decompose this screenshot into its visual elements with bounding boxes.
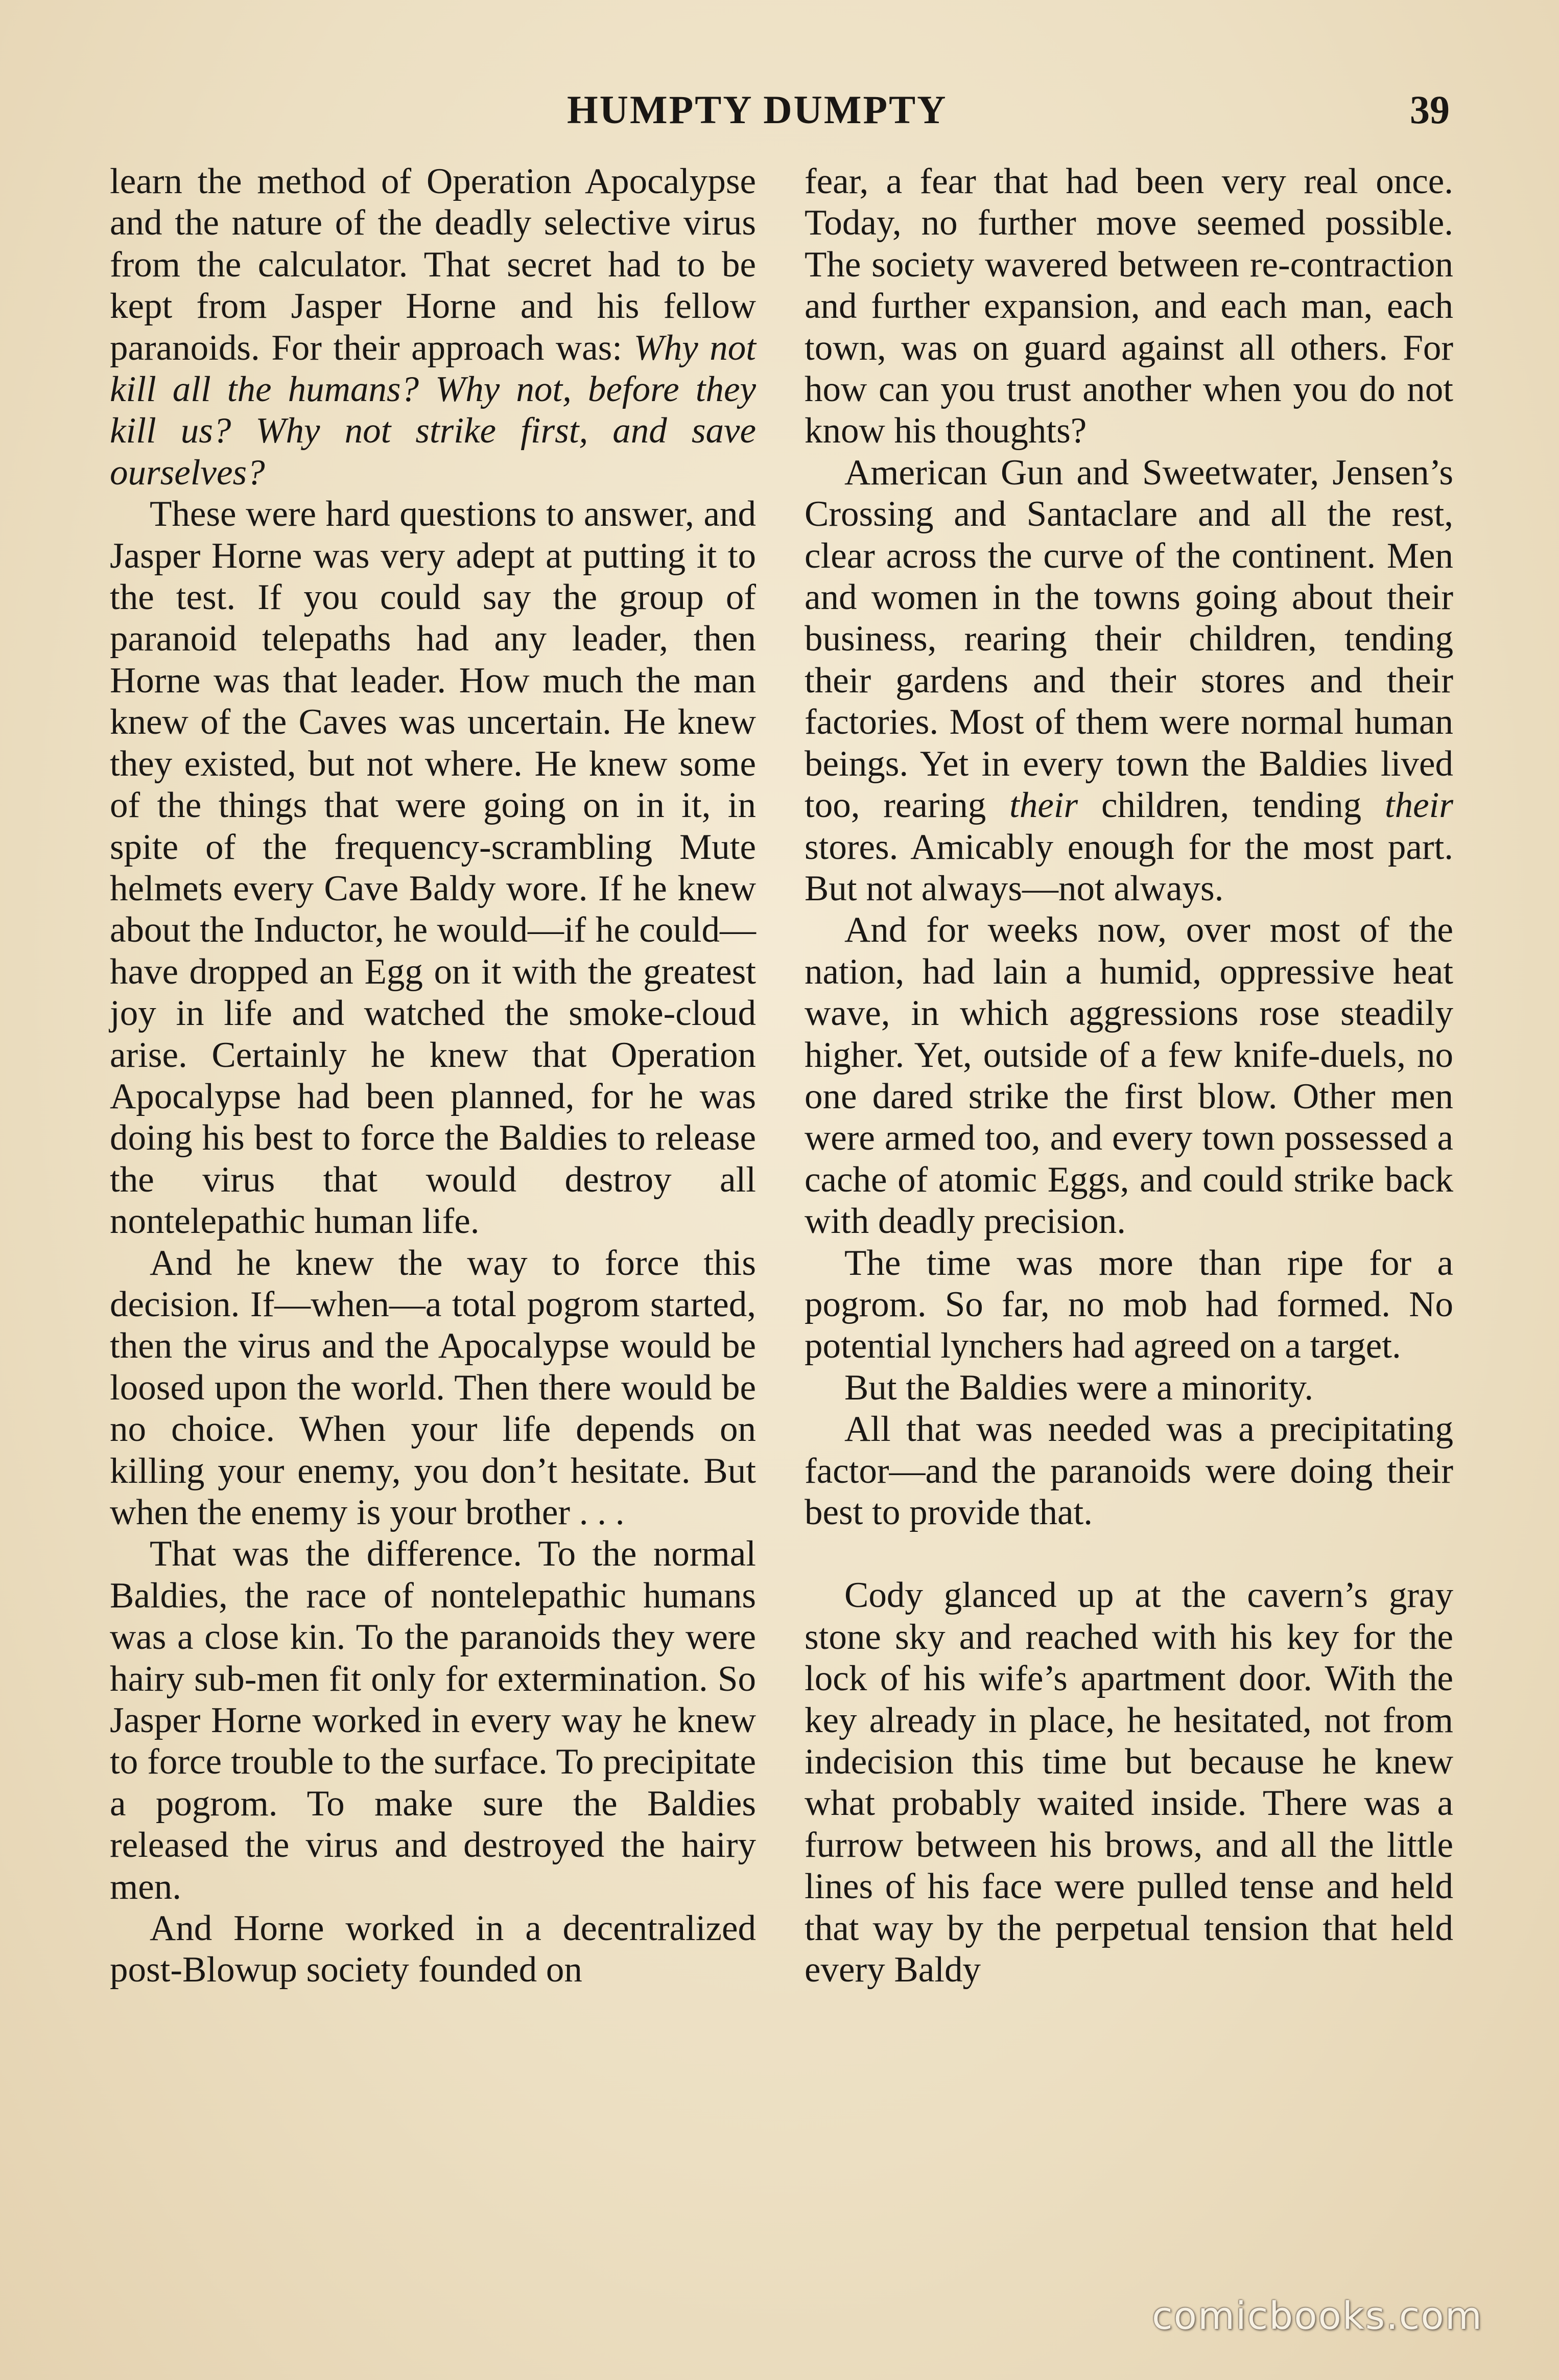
paragraph: The time was more than ripe for a pogrom. So far, no mob had formed. No potential lynchers had agreed on a target. <box>805 1243 1453 1366</box>
paragraph: These were hard questions to answer, and Jasper Horne was very adept at putting it to the test. If you could say the group of paranoid telepaths had any leader, then Horne was that leader. How much the man knew of the Caves was uncertain. He knew they existed, but not where. He knew some of the things that were going on in it, in spite of the frequency-scrambling Mute helmets every Cave Baldy wore. If he knew about the Inductor, he would—if he could—have dropped an Egg on it with the greatest joy in life and watched the smoke-cloud arise. Certainly he knew that Operation Apocalypse had been planned, for he was doing his best to force the Baldies to release the virus that would destroy all nontelepathic human life. <box>110 494 756 1242</box>
paragraph: fear, a fear that had been very real once. Today, no further move seemed possible. The society wavered between re-contraction and further expansion, and each man, each town, was on guard against all others. For how can you trust another when you do not know his thoughts? <box>805 161 1453 451</box>
paragraph: All that was needed was a precipitating factor—and the paranoids were doing their best to provide that. <box>805 1409 1453 1532</box>
italic-text: their <box>1009 785 1078 826</box>
paragraph-text: American Gun and Sweetwater, Jensen’s Crossing and Santaclare and all the rest, clear across the curve of the continent. Men and women in the towns going about their business, rearing their children, tending their gardens and their stores and their factories. Most of them were normal human beings. Yet in every town the Baldies lived too, rearing <box>805 452 1453 826</box>
paragraph: And Horne worked in a decentralized post-Blowup society founded on <box>110 1908 756 1990</box>
watermark: comicbooks.com <box>1152 2294 1483 2338</box>
running-head <box>0 87 1559 143</box>
page-number: 39 <box>1410 87 1450 132</box>
paragraph: But the Baldies were a minority. <box>844 1367 1314 1408</box>
paragraph-text: stores. Amicably enough for the most part. But not always—not always. <box>805 827 1453 908</box>
paragraph: And for weeks now, over most of the nation, had lain a humid, oppressive heat wave, in which aggressions rose steadily higher. Yet, outside of a few knife-duels, no one dared strike the first blow. Other men were armed too, and every town possessed a cache of atomic Eggs, and could strike back with deadly precision. <box>805 910 1453 1242</box>
left-column <box>110 161 756 1991</box>
paragraph <box>110 161 756 494</box>
paragraph-text: children, tending <box>1078 785 1385 826</box>
italic-text: Why not kill all the humans? Why not, before they kill us? Why not strike first, and save ourselves? <box>110 328 757 493</box>
paragraph <box>805 452 1453 909</box>
paragraph: Cody glanced up at the cavern’s gray stone sky and reached with his key for the lock of his wife’s apartment door. With the key already in place, he hesitated, not from indecision this time but because he knew what probably waited inside. There was a furrow between his brows, and all the little lines of his face were pulled tense and held that way by the perpetual tension that held every Baldy <box>805 1575 1453 1990</box>
paragraph-text: learn the method of Operation Apocalypse and the nature of the deadly selective virus from the calculator. That secret had to be kept from Jasper Horne and his fellow paranoids. For their approach was: <box>110 161 756 368</box>
paragraph: And he knew the way to force this decision. If—when—a total pogrom started, then the virus and the Apocalypse would be loosed upon the world. Then there would be no choice. When your life depends on killing your enemy, you don’t hesitate. But when the enemy is your brother . . . <box>110 1243 756 1532</box>
right-column <box>805 161 1453 1991</box>
paragraph: That was the difference. To the normal Baldies, the race of nontelepathic humans was a close kin. To the paranoids they were hairy sub-men fit only for extermination. So Jasper Horne worked in every way he knew to force trouble to the surface. To precipitate a pogrom. To make sure the Baldies released the virus and destroyed the hairy men. <box>110 1534 756 1907</box>
chapter-title: HUMPTY DUMPTY <box>567 87 948 132</box>
italic-text: their <box>1384 785 1454 826</box>
